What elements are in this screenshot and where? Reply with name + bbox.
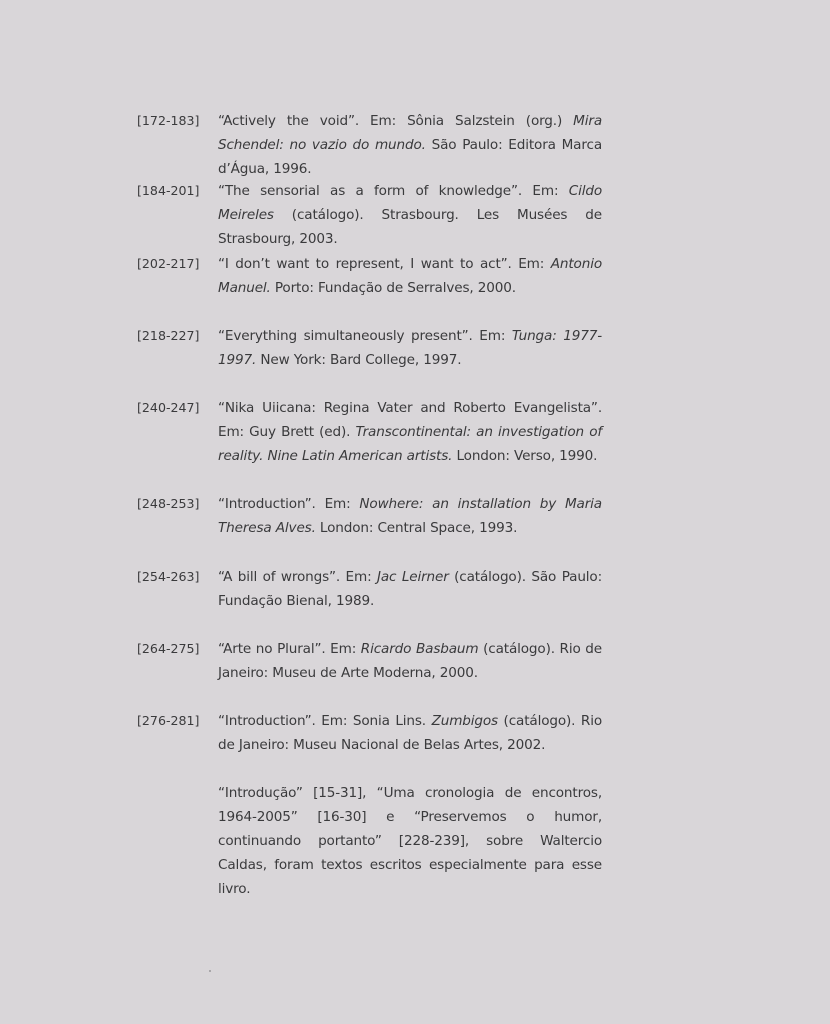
- page-range: [240-247]: [137, 400, 200, 415]
- citation-part: New York: Bard College, 1997.: [256, 352, 462, 368]
- citation-part: “The sensorial as a form of knowledge”. Em:: [218, 183, 569, 199]
- citation-text: [218, 324, 602, 372]
- citation-text: [218, 252, 602, 300]
- citation-part: São Paulo: Editora Marca d’Água, 1996.: [218, 137, 602, 177]
- citation-title: Tunga: 1977-1997.: [218, 328, 602, 368]
- page-range: [254-263]: [137, 569, 200, 584]
- citation-title: Cildo Meireles: [218, 183, 602, 223]
- citation-title: Transcontinental: an investigation of reality. Nine Latin American artists.: [218, 424, 602, 464]
- citation-part: “A bill of wrongs”. Em:: [218, 569, 377, 585]
- citation-part: London: Central Space, 1993.: [315, 520, 518, 536]
- page-range: [172-183]: [137, 113, 200, 128]
- citation-title: Mira Schendel: no vazio do mundo.: [218, 113, 602, 153]
- page-range: [276-281]: [137, 713, 200, 728]
- citation-title: Jac Leirner: [377, 569, 449, 585]
- citation-text: [218, 396, 602, 468]
- citation-title: Zumbigos: [431, 713, 498, 729]
- citation-text: [218, 637, 602, 685]
- page-range: [264-275]: [137, 641, 200, 656]
- page-range: [184-201]: [137, 183, 200, 198]
- citation-part: “Introduction”. Em: Sonia Lins.: [218, 713, 432, 729]
- page-range: [248-253]: [137, 496, 200, 511]
- page-range: [218-227]: [137, 328, 200, 343]
- citation-text: [218, 109, 602, 181]
- citation-text: [218, 565, 602, 613]
- page-speck: [209, 970, 211, 972]
- citation-text: [218, 709, 602, 757]
- citation-title: Ricardo Basbaum: [360, 641, 479, 657]
- citation-part: Porto: Fundação de Serralves, 2000.: [270, 280, 516, 296]
- citation-part: “Arte no Plural”. Em:: [218, 641, 361, 657]
- note-text: “Introdução” [15-31], “Uma cronologia de encontros, 1964-2005” [16-30] e “Preservemos o humor, continuando portanto” [228-239], sobre Waltercio Caldas, foram textos escritos especialmente para esse livro.: [218, 785, 602, 897]
- citation-part: “Introduction”. Em:: [218, 496, 360, 512]
- citation-part: “Actively the void”. Em: Sônia Salzstein (org.): [218, 113, 574, 129]
- citation-part: (catálogo). Rio de Janeiro: Museu de Arte Moderna, 2000.: [218, 641, 602, 681]
- citation-part: “Everything simultaneously present”. Em:: [218, 328, 512, 344]
- citation-part: “Nika Uiicana: Regina Vater and Roberto Evangelista”. Em: Guy Brett (ed).: [218, 400, 602, 440]
- citation-title: Nowhere: an installation by Maria Theresa Alves.: [218, 496, 602, 536]
- citation-part: London: Verso, 1990.: [452, 448, 598, 464]
- citation-part: (catálogo). Rio de Janeiro: Museu Nacional de Belas Artes, 2002.: [218, 713, 602, 753]
- citation-part: “I don’t want to represent, I want to act”. Em:: [218, 256, 551, 272]
- citation-text: [218, 179, 602, 251]
- citation-text: [218, 492, 602, 540]
- citation-part: (catálogo). Strasbourg. Les Musées de Strasbourg, 2003.: [218, 207, 602, 247]
- citation-part: (catálogo). São Paulo: Fundação Bienal, 1989.: [218, 569, 603, 609]
- page-range: [202-217]: [137, 256, 200, 271]
- citation-title: Antonio Manuel.: [218, 256, 602, 296]
